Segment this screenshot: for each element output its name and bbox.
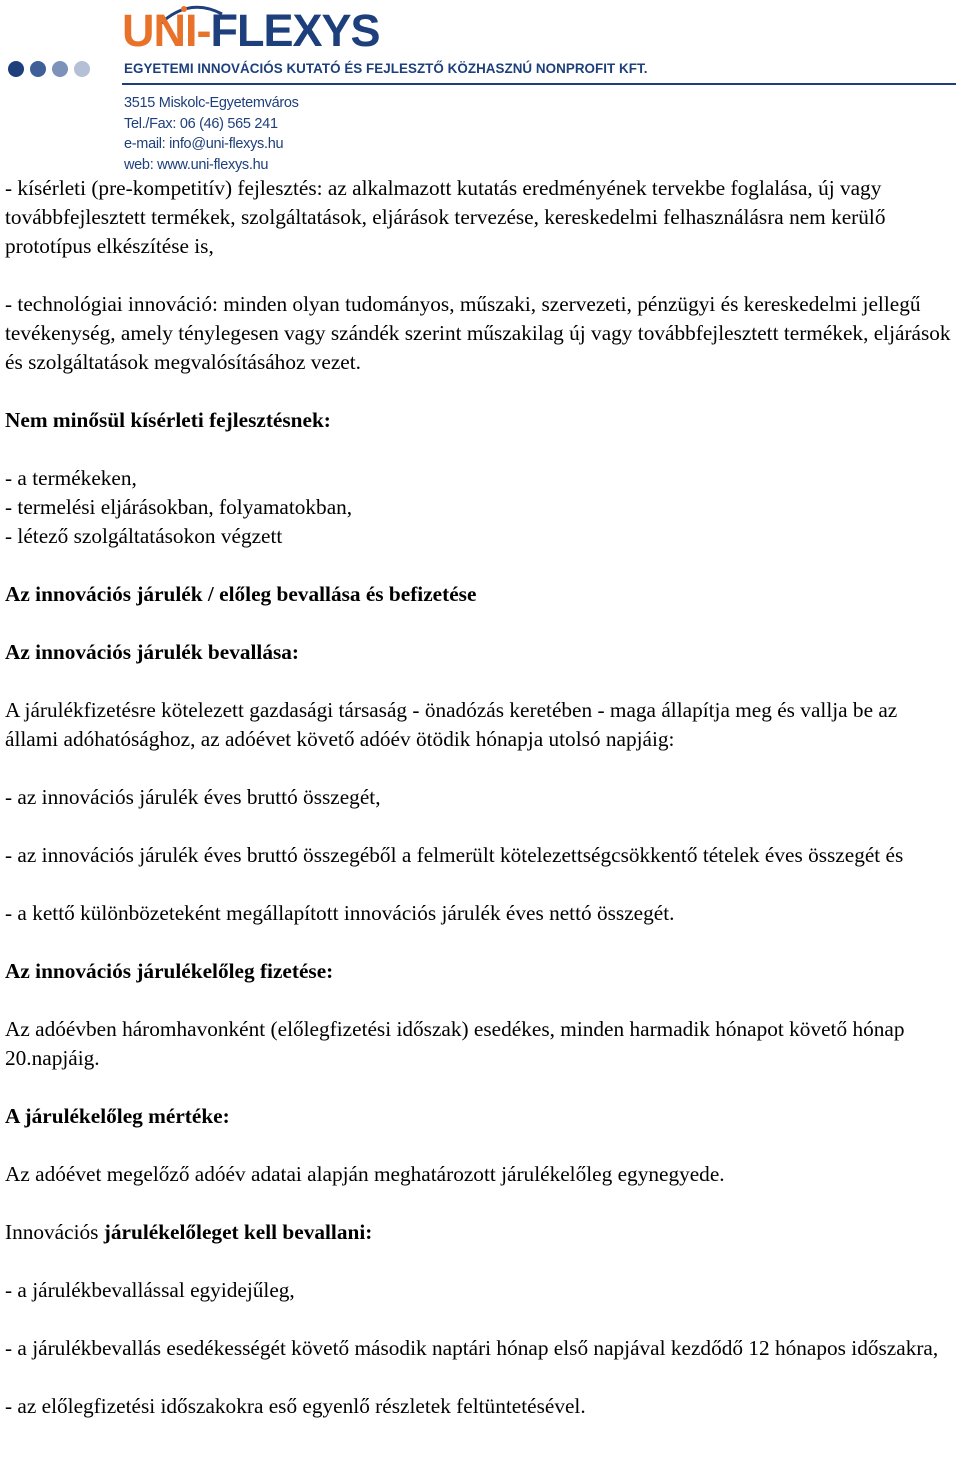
list-item: - termelési eljárásokban, folyamatokban,	[5, 495, 353, 519]
list-item: - létező szolgáltatásokon végzett	[5, 524, 283, 548]
paragraph-simultaneous: - a járulékbevallással egyidejűleg,	[5, 1278, 295, 1302]
contact-email[interactable]: e-mail: info@uni-flexys.hu	[124, 136, 284, 152]
paragraph-net-amount: - a kettő különbözeteként megállapított innovációs járulék éves nettó összegét.	[5, 901, 675, 925]
logo-dash-text: -	[196, 5, 211, 56]
heading-advance-declare-prefix: Innovációs	[5, 1220, 104, 1244]
paragraph-advance-schedule: Az adóévben háromhavonként (előlegfizetési időszak) esedékes, minden harmadik hónapot követő hónap 20.napjáig.	[5, 1017, 905, 1070]
company-name: EGYETEMI INNOVÁCIÓS KUTATÓ ÉS FEJLESZTŐ KÖZHASZNÚ NONPROFIT KFT.	[124, 61, 648, 76]
contact-block	[124, 93, 299, 175]
heading-advance-declare-bold: járulékelőleget kell bevallani:	[103, 1220, 373, 1244]
heading-declaration-and-payment: Az innovációs járulék / előleg bevallása és befizetése	[5, 582, 477, 606]
document-body	[5, 174, 955, 1421]
contact-web[interactable]: web: www.uni-flexys.hu	[124, 156, 269, 173]
logo-flexys-text: FLEXYS	[210, 5, 380, 56]
contact-phone: Tel./Fax: 06 (46) 565 241	[124, 115, 278, 132]
letterhead-divider	[122, 83, 956, 85]
heading-declaration: Az innovációs járulék bevallása:	[5, 640, 300, 664]
paragraph-technological-innovation: - technológiai innováció: minden olyan tudományos, műszaki, szervezeti, pénzügyi és kereskedelmi jellegű tevékenység, amely ténylegesen vagy szándék szerint műszakilag új vagy továbbfejlesztett termékek, eljárások és szolgáltatások megvalósításához vezet.	[5, 292, 951, 374]
paragraph-twelve-months: - a járulékbevallás esedékességét követő második naptári hónap első napjával kezdődő 12 hónapos időszakra,	[5, 1336, 939, 1360]
list-item: - a termékeken,	[5, 466, 137, 490]
heading-advance-declare	[5, 1218, 955, 1247]
contact-address: 3515 Miskolc-Egyetemváros	[124, 95, 299, 111]
list-not-experimental	[5, 464, 955, 551]
heading-advance-rate: A járulékelőleg mértéke:	[5, 1104, 230, 1128]
paragraph-equal-installments: - az előlegfizetési időszakokra eső egyenlő részletek feltüntetésével.	[5, 1394, 586, 1418]
paragraph-reducing-items: - az innovációs járulék éves bruttó összegéből a felmerült kötelezettségcsökkentő tételek éves összegét és	[5, 843, 904, 867]
paragraph-advance-rate: Az adóévet megelőző adóév adatai alapján meghatározott járulékelőleg egynegyede.	[5, 1162, 725, 1186]
paragraph-gross-amount: - az innovációs járulék éves bruttó összegét,	[5, 785, 381, 809]
heading-not-experimental: Nem minősül kísérleti fejlesztésnek:	[5, 408, 331, 432]
company-logo	[122, 6, 380, 56]
heading-advance-payment: Az innovációs járulékelőleg fizetése:	[5, 959, 334, 983]
paragraph-declaration: A járulékfizetésre kötelezett gazdasági társaság - önadózás keretében - maga állapítja meg és vallja be az állami adóhatósághoz, az adóévet követő adóév ötödik hónapja utolsó napjáig:	[5, 698, 898, 751]
logo-uni-text: UNI	[122, 5, 197, 56]
paragraph-experimental-development: - kísérleti (pre-kompetitív) fejlesztés: az alkalmazott kutatás eredményének tervekbe foglalása, új vagy továbbfejlesztett termékek, szolgáltatások, eljárások tervezése, kereskedelmi felhasználásra nem kerülő prototípus elkészítése is,	[5, 176, 886, 258]
logo-dots-icon	[6, 59, 106, 81]
